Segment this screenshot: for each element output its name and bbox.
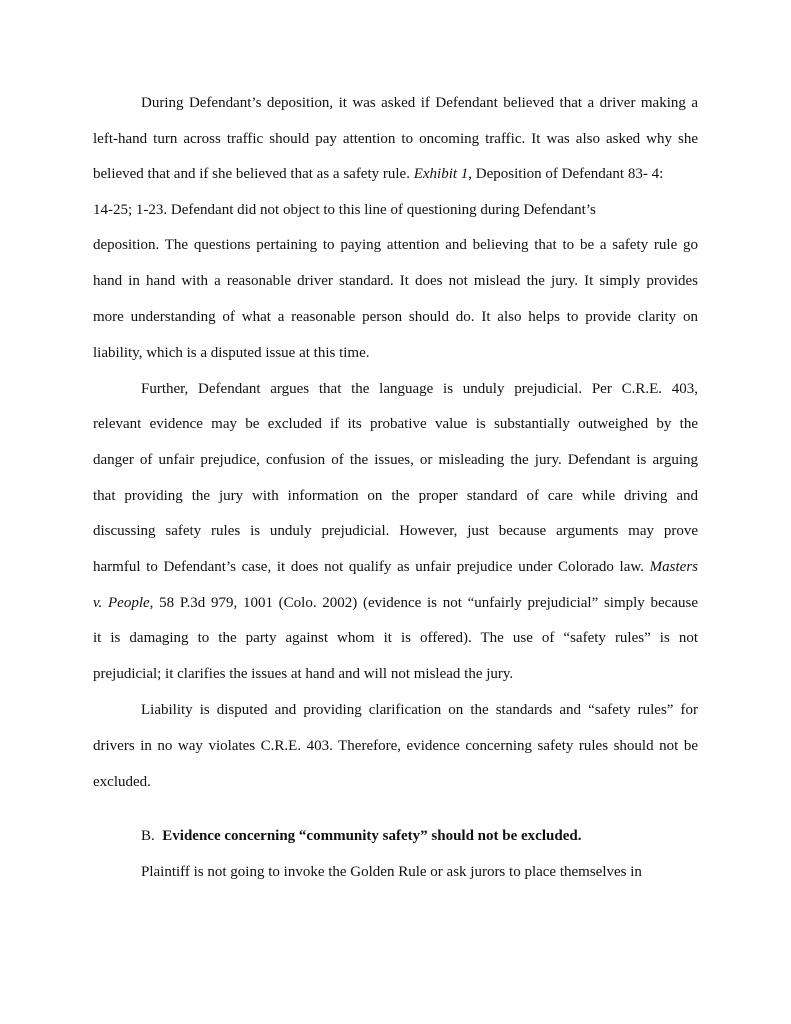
paragraph-line — [93, 594, 698, 612]
paragraph-line: prejudicial; it clarifies the issues at hand and will not mislead the jury. — [93, 666, 514, 682]
text-run: , Deposition of Defendant 83- 4: — [468, 166, 664, 182]
paragraph-line: drivers in no way violates C.R.E. 403. Therefore, evidence concerning safety rules should not be — [93, 738, 698, 754]
paragraph-line: excluded. — [93, 774, 151, 790]
paragraph-line — [93, 558, 698, 576]
section-letter: B. — [141, 828, 155, 844]
paragraph-line: that providing the jury with information on the proper standard of care while driving and — [93, 488, 698, 504]
paragraph-line: deposition. The questions pertaining to paying attention and believing that to be a safety rule go — [93, 237, 698, 253]
text-run: harmful to Defendant’s case, it does not qualify as unfair prejudice under Colorado law. — [93, 559, 650, 575]
paragraph-line — [93, 165, 698, 183]
paragraph-line: During Defendant’s deposition, it was asked if Defendant believed that a driver making a — [141, 95, 698, 111]
paragraph-line: Further, Defendant argues that the language is unduly prejudicial. Per C.R.E. 403, — [141, 381, 698, 397]
text-run: , 58 P.3d 979, 1001 (Colo. 2002) (evidence is not “unfairly prejudicial” simply because — [149, 595, 698, 611]
section-title: Evidence concerning “community safety” should not be excluded. — [162, 828, 582, 844]
paragraph-line: liability, which is a disputed issue at this time. — [93, 345, 370, 361]
paragraph-line: more understanding of what a reasonable person should do. It also helps to provide clarity on — [93, 309, 698, 325]
section-heading — [141, 827, 698, 845]
case-citation: v. People — [93, 595, 150, 611]
paragraph-line: hand in hand with a reasonable driver standard. It does not mislead the jury. It simply provides — [93, 273, 698, 289]
paragraph-line: left-hand turn across traffic should pay attention to oncoming traffic. It was also asked why she — [93, 131, 698, 147]
text-run: believed that and if she believed that as a safety rule. — [93, 166, 414, 182]
paragraph-line: danger of unfair prejudice, confusion of the issues, or misleading the jury. Defendant is arguing — [93, 452, 698, 468]
paragraph-line: discussing safety rules is unduly prejudicial. However, just because arguments may prove — [93, 523, 698, 539]
paragraph-line: it is damaging to the party against whom it is offered). The use of “safety rules” is not — [93, 630, 698, 646]
paragraph-line: relevant evidence may be excluded if its probative value is substantially outweighed by the — [93, 416, 698, 432]
case-citation: Masters — [649, 559, 698, 575]
exhibit-citation: Exhibit 1 — [413, 166, 469, 182]
paragraph-line: Liability is disputed and providing clarification on the standards and “safety rules” for — [141, 702, 698, 718]
paragraph-line: 14-25; 1-23. Defendant did not object to this line of questioning during Defendant’s — [93, 202, 596, 218]
paragraph-line: Plaintiff is not going to invoke the Golden Rule or ask jurors to place themselves in — [141, 864, 642, 880]
